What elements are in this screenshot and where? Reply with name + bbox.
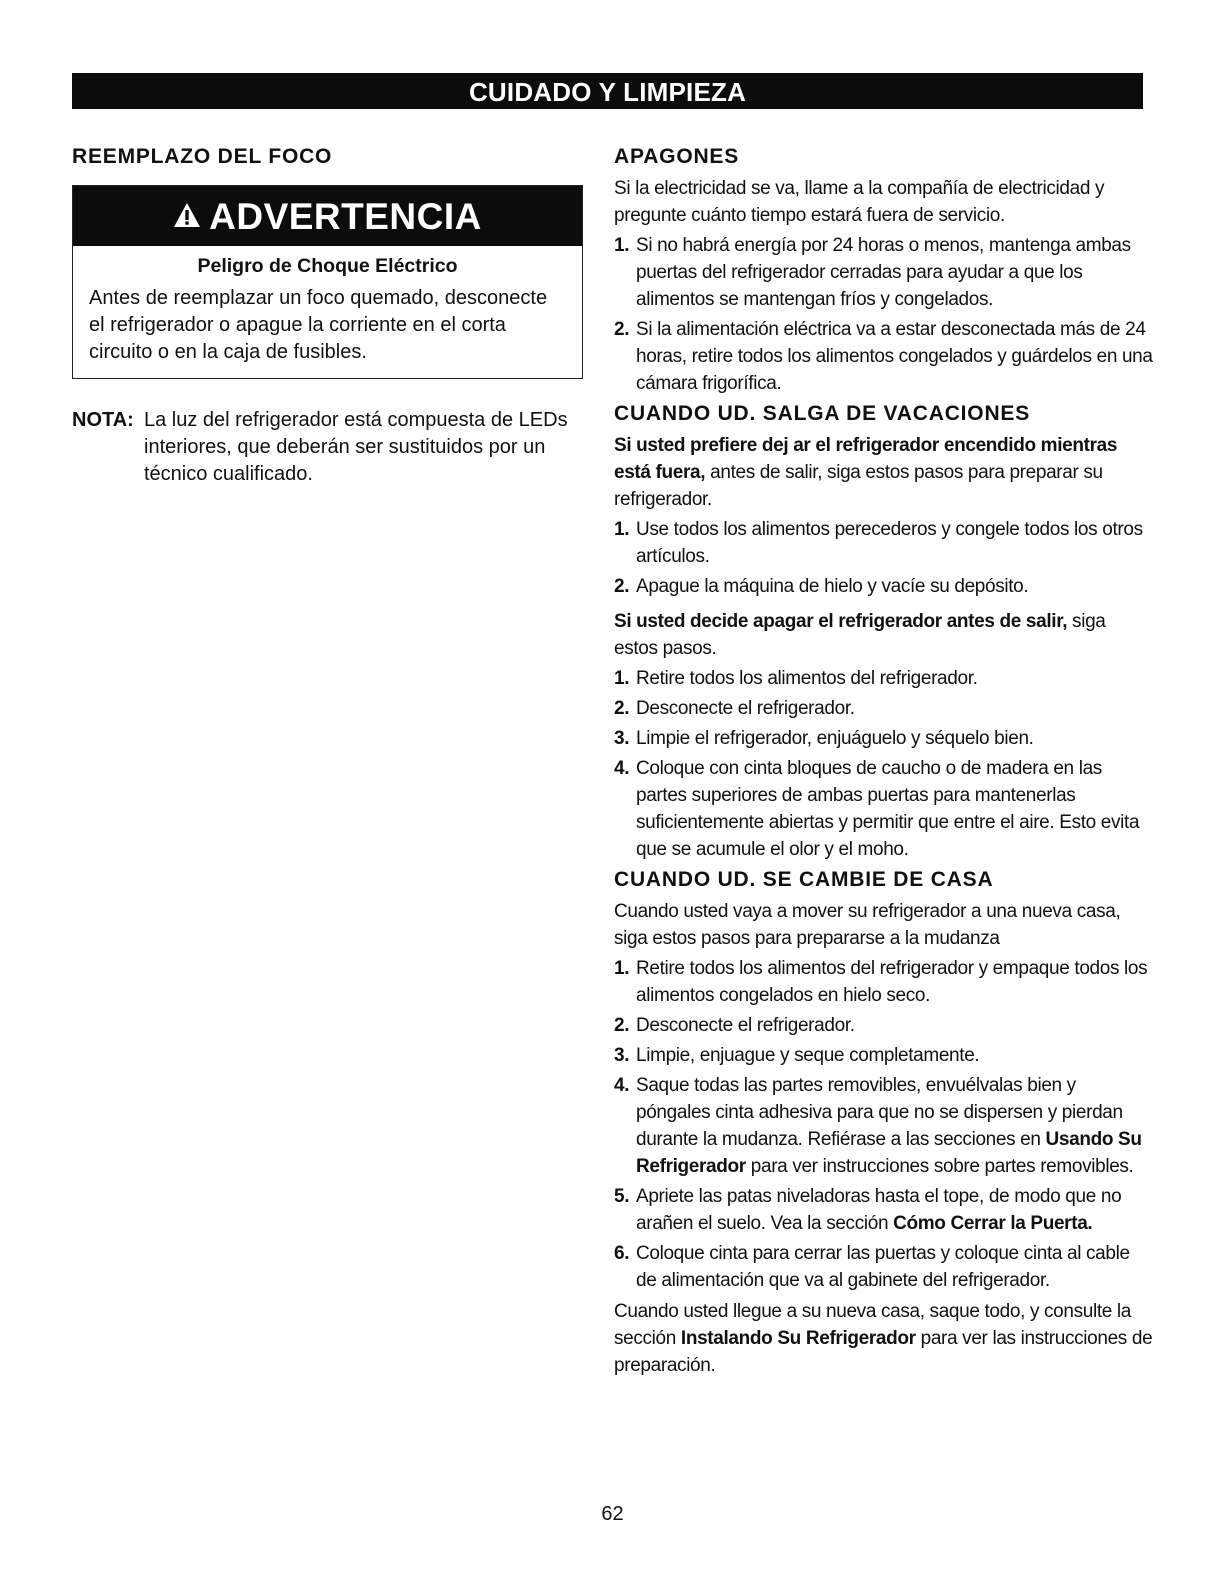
heading-apagones: APAGONES xyxy=(614,145,740,168)
list-item: 1. Retire todos los alimentos del refrigerador. xyxy=(614,668,978,689)
warning-triangle-icon xyxy=(173,185,201,247)
heading-reemplazo: REEMPLAZO DEL FOCO xyxy=(72,145,333,168)
mudanza-steps xyxy=(614,955,1154,1294)
note-label: NOTA: xyxy=(72,409,134,431)
list-item: 2. Si la alimentación eléctrica va a estar desconectada más de 24 horas, retire todos los alimentos congelados y guárdelos en una cámara frigorífica. xyxy=(614,319,1153,394)
list-item: 1. Retire todos los alimentos del refrigerador y empaque todos los alimentos congelados en hielo seco. xyxy=(614,958,1148,1006)
right-column xyxy=(614,143,1154,1379)
warning-title: ADVERTENCIA xyxy=(209,196,482,237)
list-item: 2. Desconecte el refrigerador. xyxy=(614,1015,855,1036)
apagones-intro: Si la electricidad se va, llame a la compañía de electricidad y pregunte cuánto tiempo estará fuera de servicio. xyxy=(614,178,1105,226)
list-item: 4. Coloque con cinta bloques de caucho o de madera en las partes superiores de ambas puertas para mantenerlas suficientemente abiertas y permitir que entre el aire. Esto evita que se acumule el olor y el moho. xyxy=(614,758,1140,860)
list-item: 3. Limpie el refrigerador, enjuáguelo y séquelo bien. xyxy=(614,728,1034,749)
warning-header xyxy=(73,186,582,246)
section-banner: CUIDADO Y LIMPIEZA xyxy=(72,73,1143,109)
list-item: 3. Limpie, enjuague y seque completamente. xyxy=(614,1045,980,1066)
mudanza-outro: Cuando usted llegue a su nueva casa, saque todo, y consulte la sección Instalando Su Refrigerador para ver las instrucciones de preparación. xyxy=(614,1301,1153,1376)
warning-box xyxy=(72,185,583,379)
warning-subtitle: Peligro de Choque Eléctrico xyxy=(197,255,458,277)
list-item: 5. Apriete las patas niveladoras hasta el tope, de modo que no arañen el suelo. Vea la sección Cómo Cerrar la Puerta. xyxy=(614,1186,1122,1234)
vacaciones-steps-1 xyxy=(614,516,1154,600)
list-item: 6. Coloque cinta para cerrar las puertas y coloque cinta al cable de alimentación que va al gabinete del refrigerador. xyxy=(614,1243,1130,1291)
note xyxy=(72,407,587,488)
mudanza-intro: Cuando usted vaya a mover su refrigerador a una nueva casa, siga estos pasos para prepararse a la mudanza xyxy=(614,901,1121,949)
list-item: 4. Saque todas las partes removibles, envuélvalas bien y póngales cinta adhesiva para que no se dispersen y pierdan durante la mudanza. Refiérase a las secciones en Usando Su Refrigerador para ver instrucciones sobre partes removibles. xyxy=(614,1075,1142,1177)
vacaciones-lead-2: Si usted decide apagar el refrigerador antes de salir, siga estos pasos. xyxy=(614,611,1106,659)
list-item: 2. Apague la máquina de hielo y vacíe su depósito. xyxy=(614,576,1029,597)
list-item: 1. Use todos los alimentos perecederos y congele todos los otros artículos. xyxy=(614,519,1143,567)
vacaciones-lead-1: Si usted prefiere dej ar el refrigerador encendido mientras está fuera, antes de salir, siga estos pasos para preparar su refrigerador. xyxy=(614,435,1118,510)
left-column xyxy=(72,143,587,488)
list-item: 1. Si no habrá energía por 24 horas o menos, mantenga ambas puertas del refrigerador cerradas para ayudar a que los alimentos se mantengan fríos y congelados. xyxy=(614,235,1131,310)
warning-body: Antes de reemplazar un foco quemado, desconecte el refrigerador o apague la corriente en el corta circuito o en la caja de fusibles. xyxy=(89,287,548,363)
apagones-steps xyxy=(614,232,1154,397)
list-item: 2. Desconecte el refrigerador. xyxy=(614,698,855,719)
page-number: 62 xyxy=(601,1503,624,1525)
vacaciones-steps-2 xyxy=(614,665,1154,863)
heading-mudanza: CUANDO UD. SE CAMBIE DE CASA xyxy=(614,868,994,891)
heading-vacaciones: CUANDO UD. SALGA DE VACACIONES xyxy=(614,402,1031,425)
note-text: La luz del refrigerador está compuesta de LEDs interiores, que deberán ser sustituidos por un técnico cualificado. xyxy=(144,409,568,485)
